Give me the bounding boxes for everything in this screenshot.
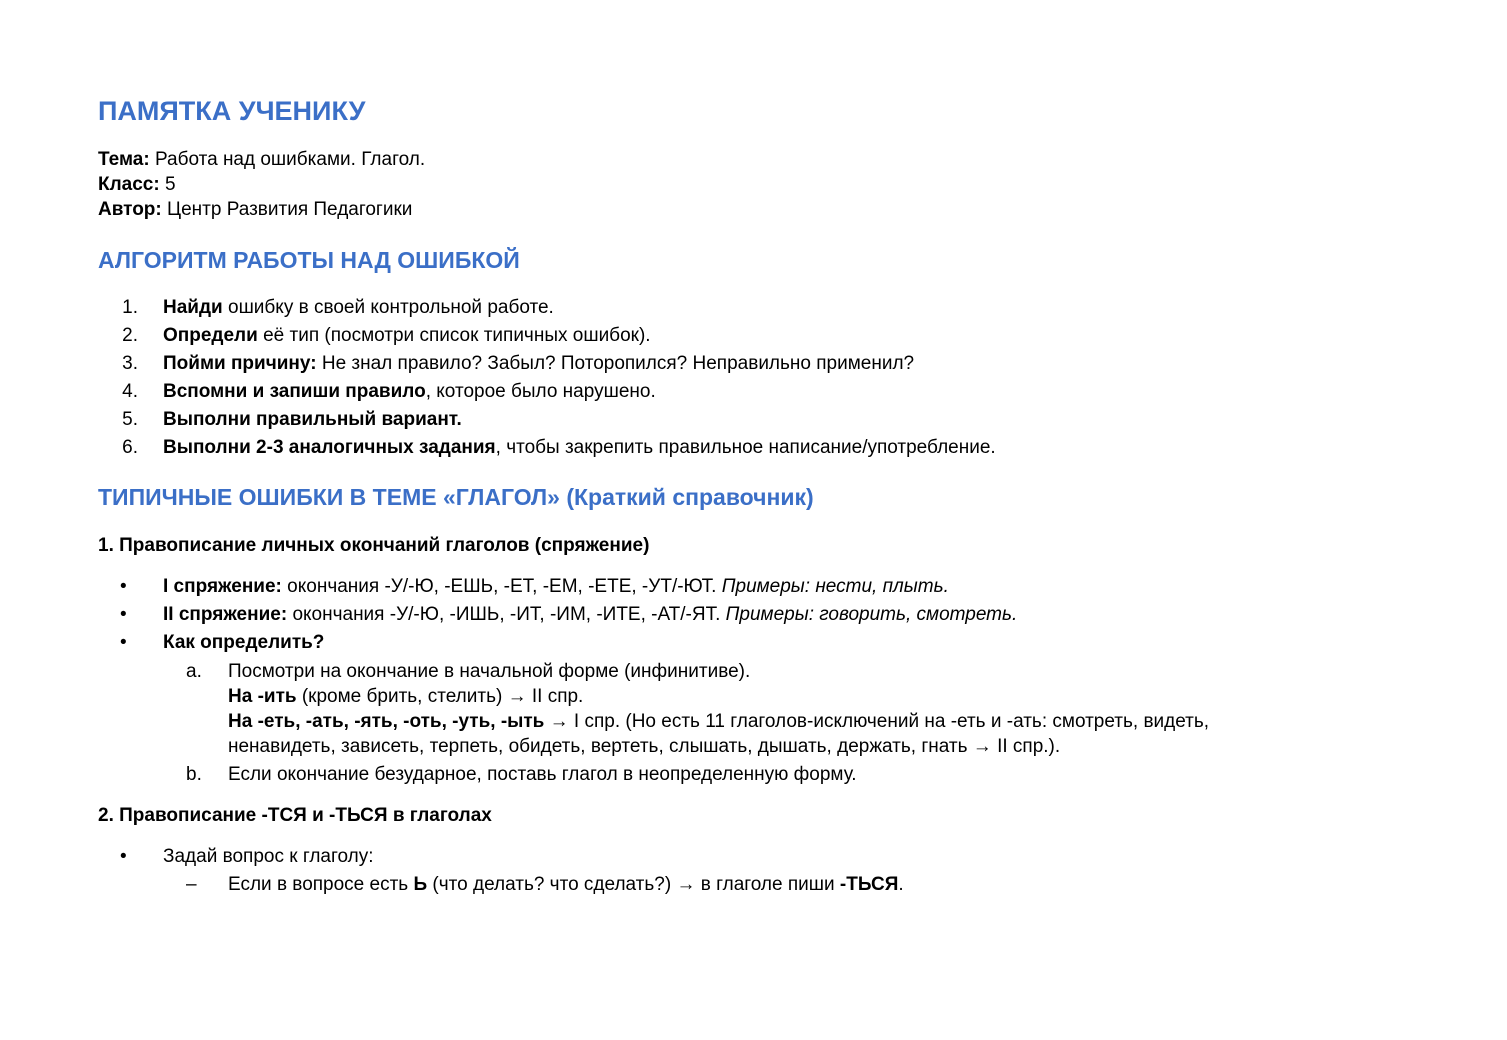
sublist-a-line: ненавидеть, зависеть, терпеть, обидеть, вертеть, слышать, дышать, держать, гнать → II спр.).: [228, 736, 1061, 757]
conjugation-2: [163, 603, 1017, 627]
step-rest: , чтобы закрепить правильное написание/употребление.: [495, 437, 996, 458]
step-bold: Найди: [163, 297, 223, 318]
step-bold: Вспомни и запиши правило: [163, 381, 426, 402]
step-number: 3.: [122, 353, 138, 374]
tsya-rule-period: .: [898, 874, 904, 895]
tsya-rule-text: Если в вопросе есть: [228, 874, 414, 895]
step-text: [163, 380, 656, 404]
list-marker: a.: [186, 661, 202, 682]
how-to-determine-label: Как определить?: [163, 632, 325, 653]
rule-text: → I спр. (Но есть 11 глаголов-исключений на -еть и -ать: смотреть, видеть,: [544, 711, 1210, 732]
step-number: 1.: [122, 297, 138, 318]
bullet-icon: •: [120, 846, 127, 867]
step-rest: , которое было нарушено.: [425, 381, 656, 402]
section1-heading: 1. Правописание личных окончаний глаголов (спряжение): [98, 535, 650, 556]
step-number: 6.: [122, 437, 138, 458]
algorithm-heading: АЛГОРИТМ РАБОТЫ НАД ОШИБКОЙ: [98, 247, 520, 273]
sublist-a-line: Посмотри на окончание в начальной форме (инфинитиве).: [228, 661, 751, 682]
dash-icon: –: [186, 874, 197, 895]
conjugation-2-label: II спряжение:: [163, 604, 288, 625]
list-marker: b.: [186, 764, 202, 785]
sublist-a-line: [228, 710, 1209, 734]
meta-author: [98, 198, 412, 222]
meta-topic: [98, 148, 425, 172]
tsya-rule-text: (что делать? что сделать?) → в глаголе пиши: [427, 874, 840, 895]
sublist-a-line: [228, 685, 583, 709]
errors-heading: ТИПИЧНЫЕ ОШИБКИ В ТЕМЕ «ГЛАГОЛ» (Краткий справочник): [98, 484, 814, 510]
step-rest: ошибку в своей контрольной работе.: [222, 297, 554, 318]
step-bold: Пойми причину:: [163, 353, 317, 374]
conjugation-1: [163, 575, 949, 599]
step-bold: Выполни правильный вариант.: [163, 409, 462, 430]
meta-author-label: Автор:: [98, 199, 162, 220]
step-bold: Определи: [163, 325, 258, 346]
tsya-rule: [228, 873, 904, 897]
conjugation-1-label: I спряжение:: [163, 576, 282, 597]
step-text: [163, 352, 914, 376]
conjugation-1-examples: Примеры: нести, плыть.: [721, 576, 949, 597]
rule-ending: На -еть, -ать, -ять, -оть, -уть, -ыть: [228, 711, 545, 732]
bullet-icon: •: [120, 604, 127, 625]
bullet-icon: •: [120, 576, 127, 597]
step-rest: её тип (посмотри список типичных ошибок).: [257, 325, 651, 346]
step-number: 5.: [122, 409, 138, 430]
ask-question: Задай вопрос к глаголу:: [163, 846, 374, 867]
meta-class-value: 5: [164, 174, 176, 195]
meta-topic-value: Работа над ошибками. Глагол.: [154, 149, 426, 170]
how-to-determine: [163, 631, 324, 655]
soft-sign: Ь: [413, 874, 428, 895]
meta-topic-label: Тема:: [98, 149, 150, 170]
step-number: 4.: [122, 381, 138, 402]
meta-class: [98, 173, 176, 197]
step-text: [163, 436, 996, 460]
conjugation-2-examples: Примеры: говорить, смотреть.: [725, 604, 1018, 625]
meta-class-label: Класс:: [98, 174, 160, 195]
step-text: [163, 296, 554, 320]
rule-ending: На -ить: [228, 686, 297, 707]
meta-author-value: Центр Развития Педагогики: [167, 199, 413, 220]
bullet-icon: •: [120, 632, 127, 653]
page-title: ПАМЯТКА УЧЕНИКУ: [98, 96, 366, 126]
step-number: 2.: [122, 325, 138, 346]
step-text: [163, 408, 462, 432]
section2-heading: 2. Правописание -ТСЯ и -ТЬСЯ в глаголах: [98, 805, 492, 826]
conjugation-2-text: окончания -У/-Ю, -ИШЬ, -ИТ, -ИМ, -ИТЕ, -АТ/-ЯТ.: [287, 604, 726, 625]
conjugation-1-text: окончания -У/-Ю, -ЕШЬ, -ЕТ, -ЕМ, -ЕТЕ, -УТ/-ЮТ.: [281, 576, 722, 597]
step-text: [163, 324, 651, 348]
tsya-ending: -ТЬСЯ: [839, 874, 899, 895]
step-rest: Не знал правило? Забыл? Поторопился? Неправильно применил?: [316, 353, 915, 374]
step-bold: Выполни 2-3 аналогичных задания: [163, 437, 496, 458]
sublist-b-line: Если окончание безударное, поставь глагол в неопределенную форму.: [228, 764, 857, 785]
rule-text: (кроме брить, стелить) → II спр.: [296, 686, 584, 707]
